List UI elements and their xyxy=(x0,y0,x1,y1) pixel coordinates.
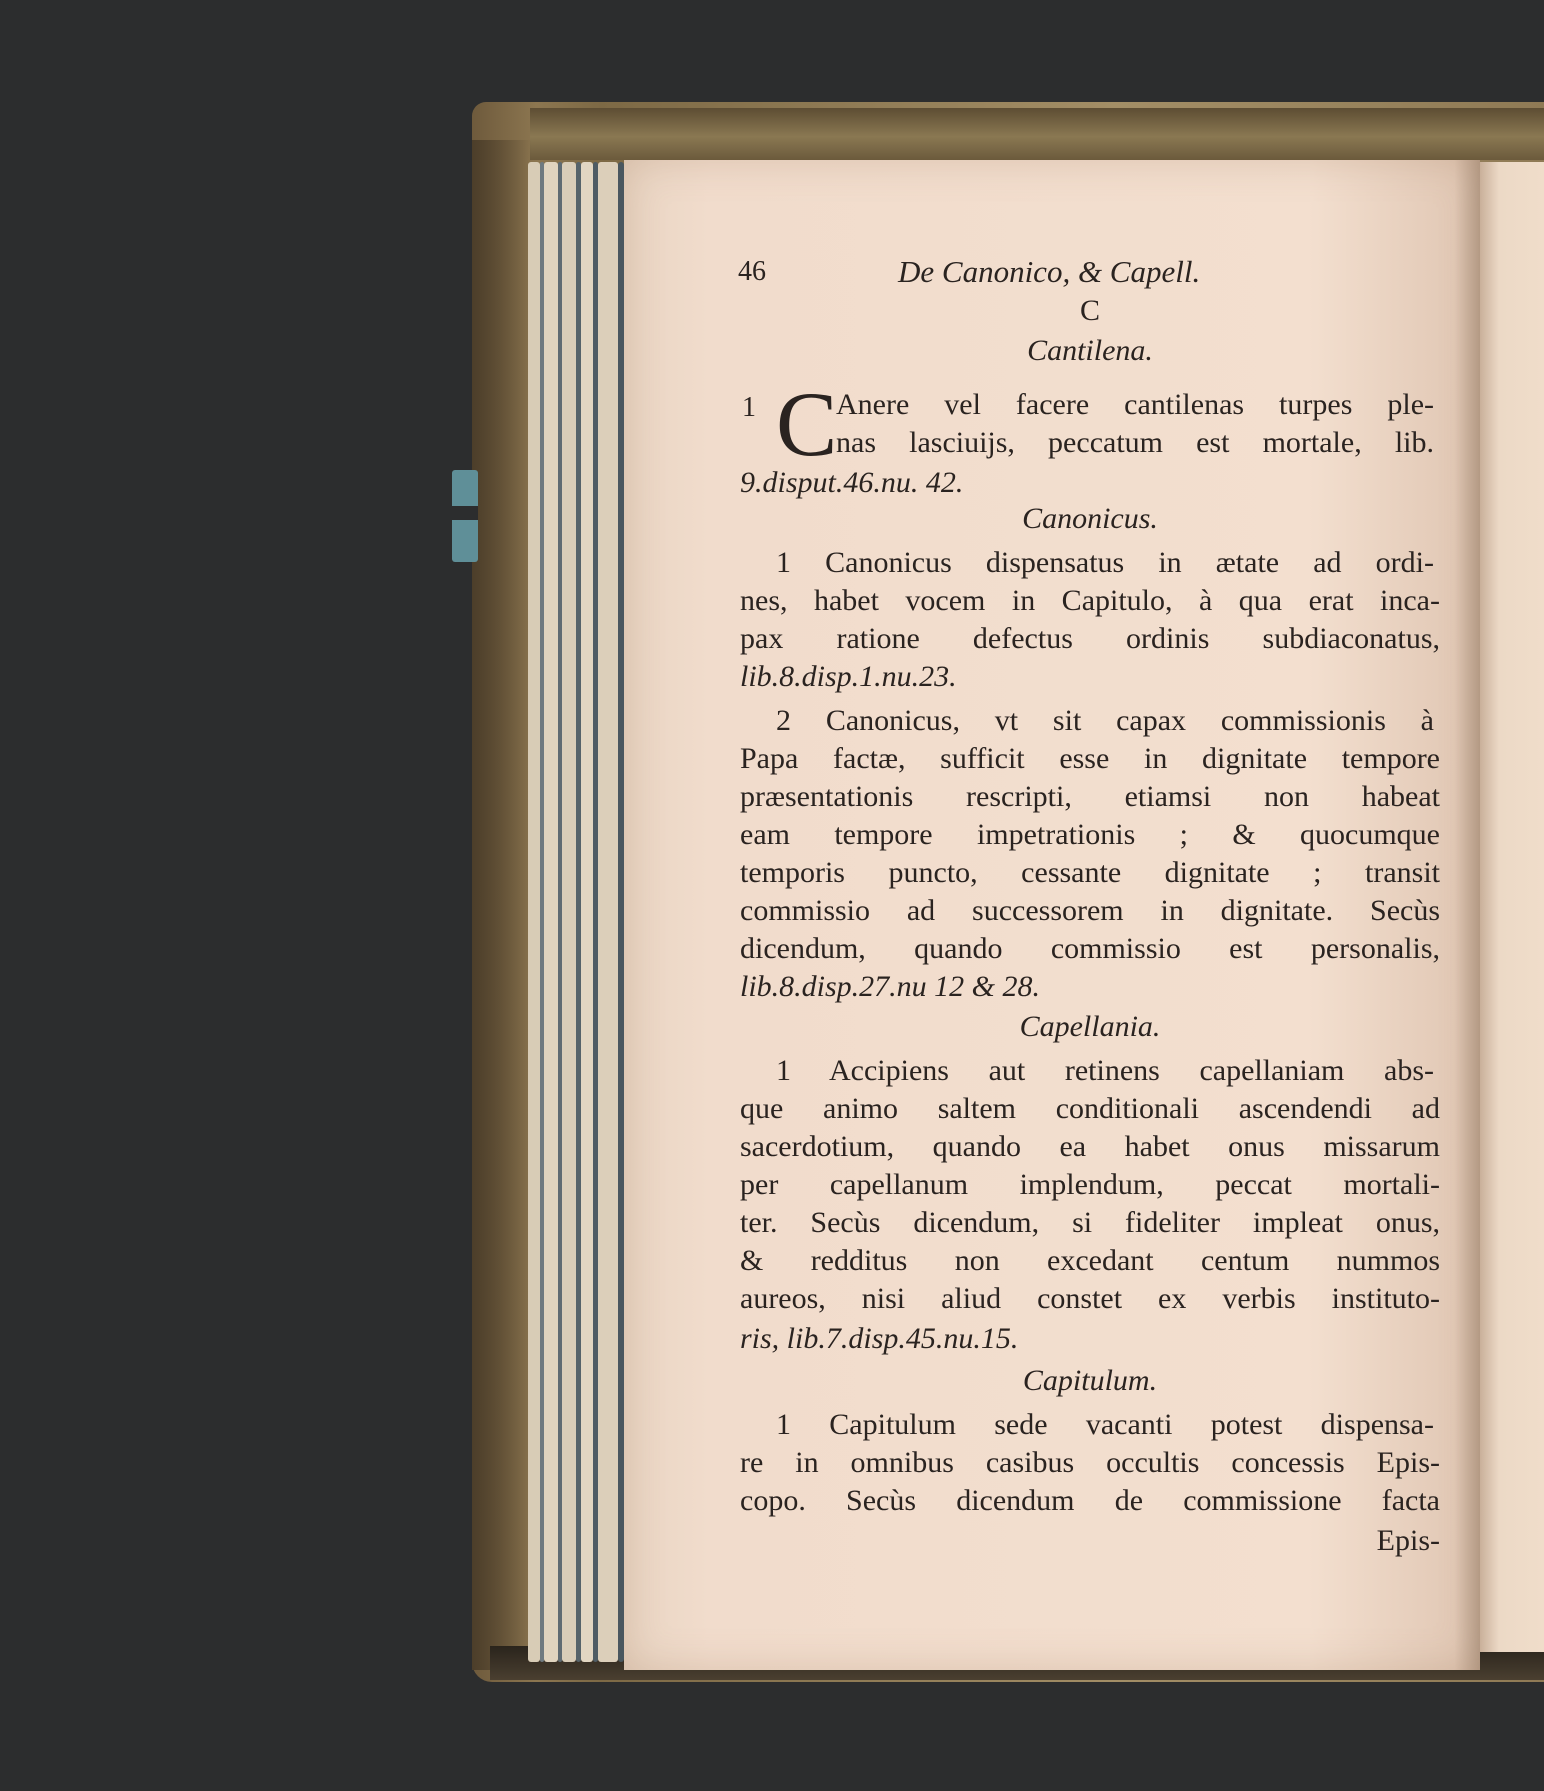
text-line: Papa factæ, sufficit esse in dignitate tempore xyxy=(740,742,1440,775)
text-line: 1 Accipiens aut retinens capellaniam abs- xyxy=(776,1054,1434,1087)
page-edge xyxy=(544,162,558,1662)
text-line: 1 Canonicus dispensatus in ætate ad ordi- xyxy=(776,546,1434,579)
entry-heading: Canonicus. xyxy=(1022,502,1158,535)
text-line: re in omnibus casibus occultis concessis Epis- xyxy=(740,1446,1440,1479)
page-edge xyxy=(562,162,576,1662)
book-spine-shadow xyxy=(472,140,532,1670)
text-line: præsentationis rescripti, etiamsi non habeat xyxy=(740,780,1440,813)
page-edge xyxy=(528,162,540,1662)
text-line: nes, habet vocem in Capitulo, à qua erat inca- xyxy=(740,584,1440,617)
text-line: nas lasciuijs, peccatum est mortale, lib. xyxy=(836,426,1434,459)
text-line: per capellanum implendum, peccat mortali- xyxy=(740,1168,1440,1201)
citation-line: lib.8.disp.1.nu.23. xyxy=(740,660,957,693)
page-edge xyxy=(598,162,618,1662)
text-line: sacerdotium, quando ea habet onus missarum xyxy=(740,1130,1440,1163)
text-line: aureos, nisi aliud constet ex verbis instituto- xyxy=(740,1282,1440,1315)
text-line: pax ratione defectus ordinis subdiaconatus, xyxy=(740,622,1440,655)
entry-heading: Cantilena. xyxy=(1027,334,1153,367)
text-line: eam tempore impetrationis ; & quocumque xyxy=(740,818,1440,851)
citation-line: lib.8.disp.27.nu 12 & 28. xyxy=(740,970,1041,1003)
entry-heading: Capitulum. xyxy=(1022,1364,1158,1397)
book-cover-top-edge xyxy=(530,108,1544,160)
catchword: Epis- xyxy=(1376,1524,1440,1557)
text-line: copo. Secùs dicendum de commissione facta xyxy=(740,1484,1440,1517)
running-head xyxy=(738,254,1458,288)
page-edge xyxy=(581,162,593,1662)
running-title: De Canonico, & Capell. xyxy=(898,254,1201,289)
metal-clasp xyxy=(452,470,478,562)
drop-cap: C xyxy=(776,373,838,475)
text-line: Anere vel facere cantilenas turpes ple- xyxy=(836,388,1434,421)
text-line: 2 Canonicus, vt sit capax commissionis à xyxy=(776,704,1434,737)
paragraph-number: 1 xyxy=(742,392,756,423)
text-line: & redditus non excedant centum nummos xyxy=(740,1244,1440,1277)
facing-page xyxy=(1480,162,1544,1652)
text-line: dicendum, quando commissio est personalis, xyxy=(740,932,1440,965)
citation-line: ris, lib.7.disp.45.nu.15. xyxy=(740,1322,1019,1355)
entry-heading: Capellania. xyxy=(1019,1010,1161,1043)
section-letter: C xyxy=(1079,294,1100,327)
citation-line: 9.disput.46.nu. 42. xyxy=(740,466,964,499)
text-line: commissio ad successorem in dignitate. Secùs xyxy=(740,894,1440,927)
text-line: ter. Secùs dicendum, si fideliter impleat onus, xyxy=(740,1206,1440,1239)
page-number: 46 xyxy=(738,256,766,287)
text-line: temporis puncto, cessante dignitate ; transit xyxy=(740,856,1440,889)
text-line: que animo saltem conditionali ascendendi ad xyxy=(740,1092,1440,1125)
text-line: 1 Capitulum sede vacanti potest dispensa- xyxy=(776,1408,1434,1441)
